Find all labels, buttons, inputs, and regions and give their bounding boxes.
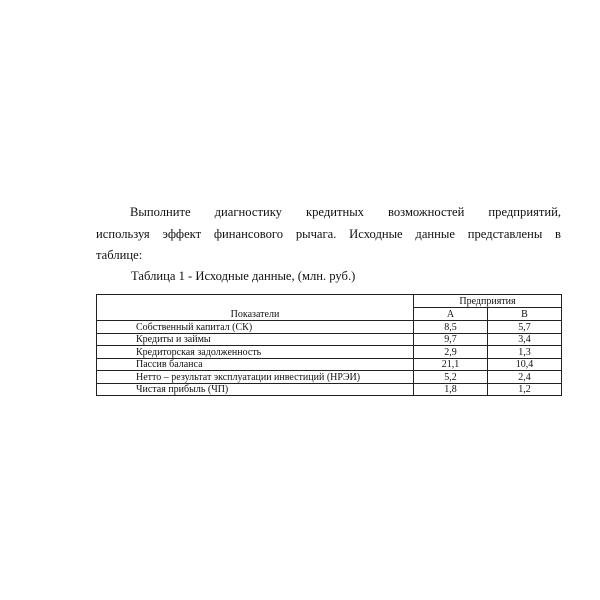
- value-a: 2,9: [414, 346, 488, 359]
- header-enterprises: Предприятия: [414, 295, 562, 308]
- row-label: Чистая прибыль (ЧП): [97, 383, 414, 396]
- value-b: 2,4: [488, 371, 562, 384]
- paragraph-line-3: таблице:: [96, 248, 143, 262]
- table-caption: Таблица 1 - Исходные данные, (млн. руб.): [131, 269, 356, 283]
- table-header-row: [97, 295, 562, 308]
- table-row: [97, 321, 562, 334]
- value-b: 10,4: [488, 358, 562, 371]
- table-row: [97, 358, 562, 371]
- task-paragraph: [96, 202, 561, 267]
- table-row: [97, 371, 562, 384]
- table-row: [97, 346, 562, 359]
- table-row: [97, 333, 562, 346]
- table-row: [97, 383, 562, 396]
- value-b: 5,7: [488, 321, 562, 334]
- value-a: 21,1: [414, 358, 488, 371]
- value-a: 1,8: [414, 383, 488, 396]
- value-b: 3,4: [488, 333, 562, 346]
- value-b: 1,2: [488, 383, 562, 396]
- row-label: Кредиты и займы: [97, 333, 414, 346]
- value-a: 8,5: [414, 321, 488, 334]
- source-data-table: [96, 294, 562, 396]
- row-label: Нетто – результат эксплуатации инвестиций (НРЭИ): [97, 371, 414, 384]
- header-enterprise-a: А: [414, 308, 488, 321]
- header-enterprise-b: В: [488, 308, 562, 321]
- paragraph-line-1: Выполните диагностику кредитных возможностей предприятий,: [130, 205, 561, 219]
- paragraph-line-2: используя эффект финансового рычага. Исходные данные представлены в: [96, 226, 561, 241]
- value-a: 5,2: [414, 371, 488, 384]
- row-label: Собственный капитал (СК): [97, 321, 414, 334]
- row-label: Кредиторская задолженность: [97, 346, 414, 359]
- header-indicators: Показатели: [97, 295, 414, 321]
- value-b: 1,3: [488, 346, 562, 359]
- value-a: 9,7: [414, 333, 488, 346]
- row-label: Пассив баланса: [97, 358, 414, 371]
